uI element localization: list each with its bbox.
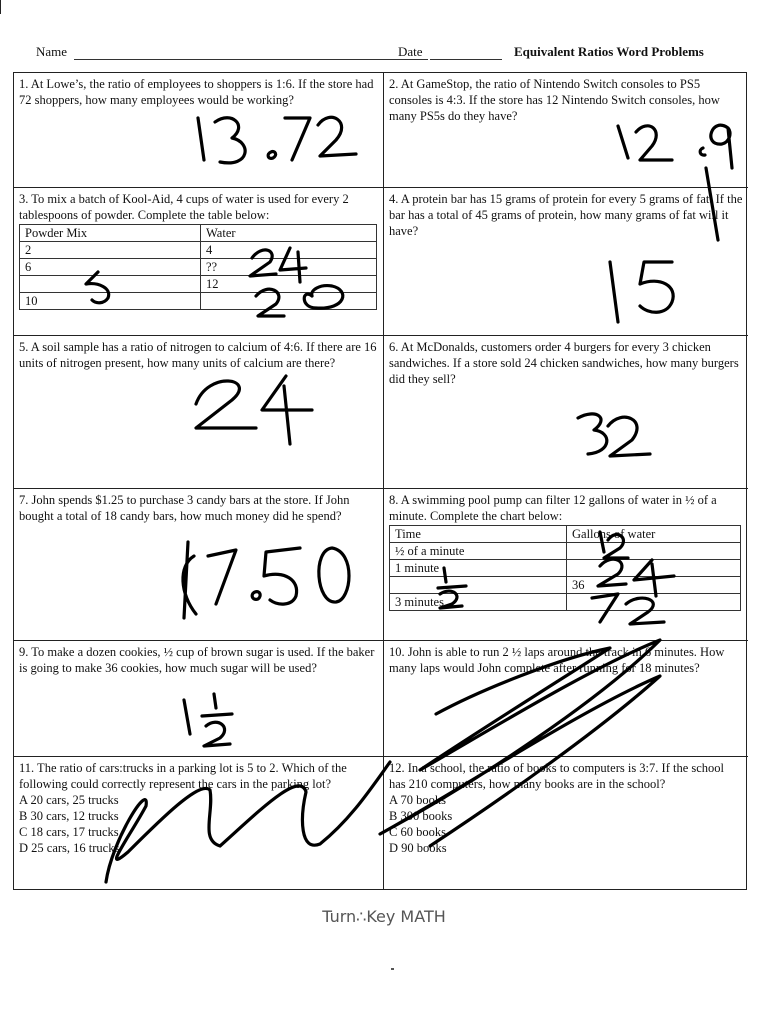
table-cell: 36 xyxy=(567,577,741,594)
scan-edge-mark xyxy=(0,0,1,14)
problem-8 xyxy=(384,489,748,641)
problem-10 xyxy=(384,641,748,757)
table-cell xyxy=(567,560,741,577)
name-line xyxy=(74,59,428,60)
table-cell: 12 xyxy=(201,276,377,293)
worksheet-header xyxy=(36,44,736,64)
problem-5 xyxy=(14,336,384,489)
problem-text: 5. A soil sample has a ratio of nitrogen to calcium of 4:6. If there are 16 units of nitrogen present, how many units of calcium are there? xyxy=(19,340,377,370)
table-cell xyxy=(567,594,741,611)
problem-9 xyxy=(14,641,384,757)
table-cell: 2 xyxy=(20,242,201,259)
table-header: Powder Mix xyxy=(20,225,201,242)
option-a: A 20 cars, 25 trucks xyxy=(19,793,119,807)
scan-speck xyxy=(391,968,394,970)
problem-3 xyxy=(14,188,384,336)
table-cell: 1 minute xyxy=(390,560,567,577)
problem-text: 4. A protein bar has 15 grams of protein for every 5 grams of fat. If the bar has a total of 45 grams of protein, how many grams of fat will it have? xyxy=(389,192,743,238)
problem-text: 2. At GameStop, the ratio of Nintendo Switch consoles to PS5 consoles is 4:3. If the store has 12 Nintendo Switch consoles, how many PS5s do they have? xyxy=(389,77,720,123)
problem-text: 12. In a school, the ratio of books to computers is 3:7. If the school has 210 computers, how many books are in the school? xyxy=(389,761,725,791)
problem-text: 8. A swimming pool pump can filter 12 gallons of water in ½ of a minute. Complete the chart below: xyxy=(389,493,717,523)
answer-options xyxy=(19,792,378,856)
option-b: B 30 cars, 12 trucks xyxy=(19,809,119,823)
date-label: Date xyxy=(398,44,423,59)
table-cell: 6 xyxy=(20,259,201,276)
table-cell xyxy=(201,293,377,310)
problem-1 xyxy=(14,73,384,188)
problem-grid xyxy=(13,72,747,890)
option-d: D 90 books xyxy=(389,841,447,855)
worksheet-title: Equivalent Ratios Word Problems xyxy=(514,44,704,59)
table-cell: ½ of a minute xyxy=(390,543,567,560)
problem-12 xyxy=(384,757,748,889)
problem-11 xyxy=(14,757,384,889)
table-header: Gallons of water xyxy=(567,526,741,543)
time-gallons-table xyxy=(389,525,741,611)
problem-text: 9. To make a dozen cookies, ½ cup of brown sugar is used. If the baker is going to make 36 cookies, how much sugar will be used? xyxy=(19,645,375,675)
name-label: Name xyxy=(36,44,68,59)
problem-text: 3. To mix a batch of Kool-Aid, 4 cups of water is used for every 2 tablespoons of powder. Complete the table below: xyxy=(19,192,349,222)
table-cell xyxy=(20,276,201,293)
answer-options xyxy=(389,792,743,856)
powder-water-table xyxy=(19,224,377,310)
table-cell xyxy=(567,543,741,560)
problem-text: 1. At Lowe’s, the ratio of employees to shoppers is 1:6. If the store had 72 shoppers, how many employees would be working? xyxy=(19,77,374,107)
option-c: C 60 books xyxy=(389,825,446,839)
option-d: D 25 cars, 16 trucks xyxy=(19,841,120,855)
table-cell: 4 xyxy=(201,242,377,259)
table-cell: 3 minutes xyxy=(390,594,567,611)
option-c: C 18 cars, 17 trucks xyxy=(19,825,119,839)
option-a: A 70 books xyxy=(389,793,446,807)
problem-text: 11. The ratio of cars:trucks in a parking lot is 5 to 2. Which of the following could correctly represent the cars in the parking lot? xyxy=(19,761,347,791)
date-line xyxy=(430,59,502,60)
footer-brand: Turn∴Key MATH xyxy=(322,907,446,926)
problem-text: 7. John spends $1.25 to purchase 3 candy bars at the store. If John bought a total of 18 candy bars, how much money did he spend? xyxy=(19,493,350,523)
table-header: Time xyxy=(390,526,567,543)
problem-text: 6. At McDonalds, customers order 4 burgers for every 3 chicken sandwiches. If a store sold 24 chicken sandwiches, how many burgers did they sell? xyxy=(389,340,739,386)
problem-7 xyxy=(14,489,384,641)
table-header: Water xyxy=(201,225,377,242)
table-cell: 10 xyxy=(20,293,201,310)
problem-6 xyxy=(384,336,748,489)
table-cell xyxy=(390,577,567,594)
problem-4 xyxy=(384,188,748,336)
table-cell: ?? xyxy=(201,259,377,276)
problem-2 xyxy=(384,73,748,188)
problem-text: 10. John is able to run 2 ½ laps around the track in 6 minutes. How many laps would John complete after running for 18 minutes? xyxy=(389,645,725,675)
option-b: B 300 books xyxy=(389,809,453,823)
